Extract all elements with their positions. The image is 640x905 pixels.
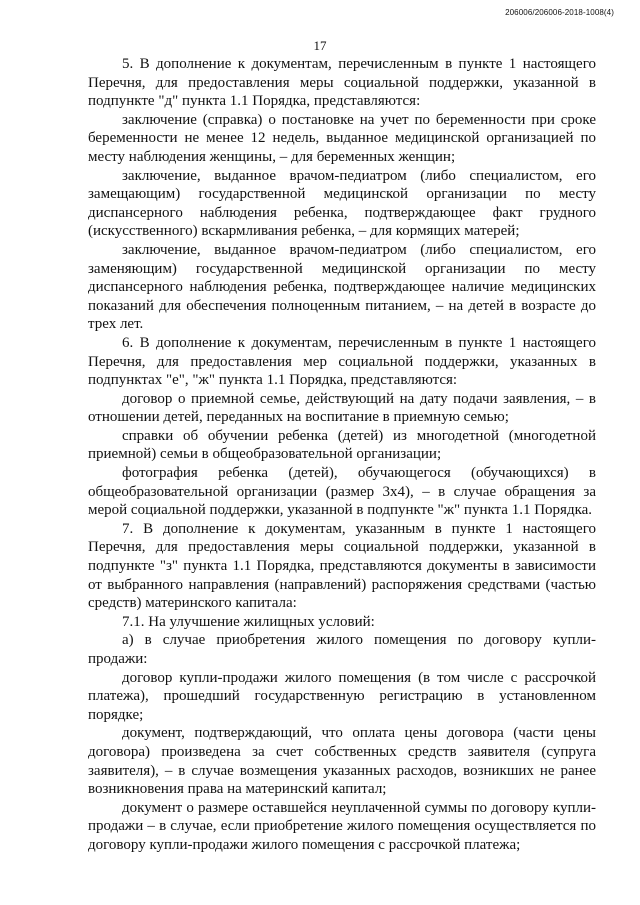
paragraph: 7. В дополнение к документам, указанным в пункте 1 настоящего Перечня, для предоставления меры социальной поддержки, указанной в подпункте "з" пункта 1.1 Порядка, представляются документы в зависимости от выбранного направления (направлений) распоряжения средствами (частью средств) материнского капитала: (88, 520, 596, 612)
paragraph: а) в случае приобретения жилого помещения по договору купли-продажи: (88, 632, 596, 667)
paragraph: 6. В дополнение к документам, перечисленным в пункте 1 настоящего Перечня, для предоставления мер социальной поддержки, указанных в подпунктах "е", "ж" пункта 1.1 Порядка, представляются: (88, 334, 596, 389)
paragraph: договор о приемной семье, действующий на дату подачи заявления, – в отношении детей, переданных на воспитание в приемную семью; (88, 390, 596, 426)
paragraph: заключение, выданное врачом-педиатром (либо специалистом, его замещающим) государственной медицинской организации по месту диспансерного наблюдения ребенка, подтверждающее факт грудного (искусственного) вскармливания ребенка, – для кормящих матерей; (88, 167, 596, 240)
document-id: 206006/206006-2018-1008(4) (505, 8, 614, 17)
paragraph: документ о размере оставшейся неуплаченной суммы по договору купли-продажи – в случае, если приобретение жилого помещения осуществляется по договору купли-продажи жилого помещения с рассрочкой платежа; (88, 799, 596, 853)
paragraph: 7.1. На улучшение жилищных условий: (122, 613, 375, 630)
document-body (88, 55, 596, 855)
paragraph: заключение, выданное врачом-педиатром (либо специалистом, его заменяющим) государственной медицинской организации по месту диспансерного наблюдения ребенка, подтверждающее наличие медицинских показаний для обеспечения полноценным питанием, – на детей в возрасте до трех лет. (88, 241, 596, 333)
paragraph: 5. В дополнение к документам, перечисленным в пункте 1 настоящего Перечня, для предоставления меры социальной поддержки, указанной в подпункте "д" пункта 1.1 Порядка, представляются: (88, 56, 596, 110)
paragraph: заключение (справка) о постановке на учет по беременности при сроке беременности не менее 12 недель, выданное медицинской организацией по месту наблюдения женщины, – для беременных женщин; (88, 111, 596, 165)
paragraph: фотография ребенка (детей), обучающегося (обучающихся) в общеобразовательной организации (размер 3х4), – в случае обращения за мерой социальной поддержки, указанной в подпункте "ж" пункта 1.1 Порядка. (88, 465, 596, 519)
paragraph: документ, подтверждающий, что оплата цены договора (части цены договора) произведена за счет собственных средств заявителя (супруга заявителя), – в случае возмещения указанных расходов, возникших не ранее возникновения права на материнский капитал; (88, 725, 596, 798)
paragraph: договор купли-продажи жилого помещения (в том числе с рассрочкой платежа), прошедший государственную регистрацию в установленном порядке; (88, 669, 596, 723)
paragraph: справки об обучении ребенка (детей) из многодетной (многодетной приемной) семьи в общеобразовательной организации; (88, 427, 596, 463)
page-number: 17 (313, 38, 327, 53)
